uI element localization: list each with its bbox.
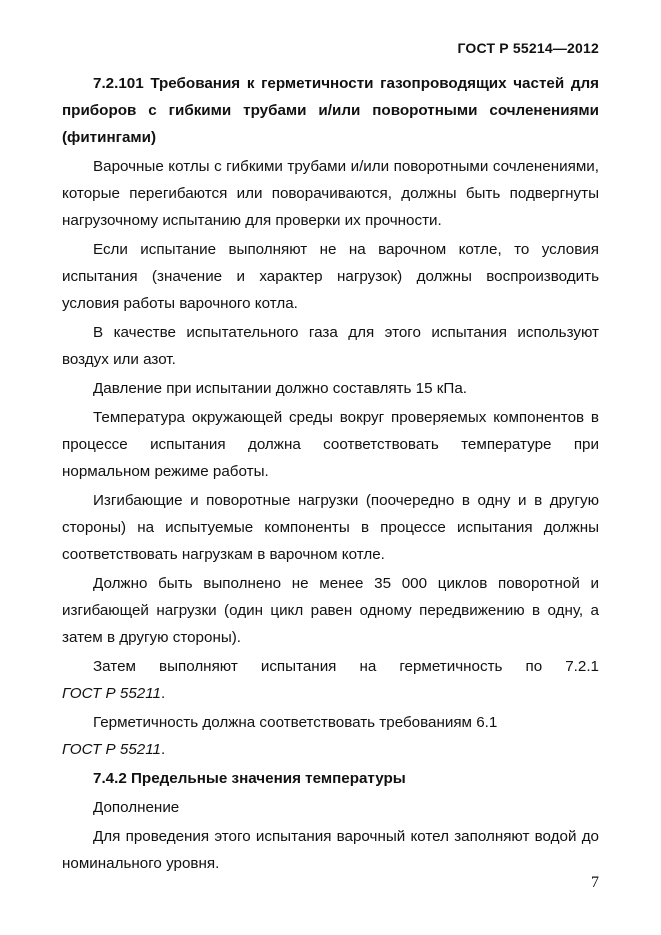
standard-reference: ГОСТ Р 55211 — [62, 685, 161, 702]
paragraph-ambient-temperature: Температура окружающей среды вокруг проверяемых компонентов в процессе испытания должна соответствовать температуре при нормальном режиме работы. — [62, 409, 599, 480]
reference-tail: . — [160, 741, 166, 758]
paragraph-load-cycles: Должно быть выполнено не менее 35 000 циклов поворотной и изгибающей нагрузки (один цикл равен одному передвижению в одну, а затем в другую стороны). — [62, 575, 599, 646]
page-number: 7 — [591, 874, 599, 891]
paragraph-tightness-requirements-ref — [62, 736, 599, 763]
paragraph-tightness-requirements-text: Герметичность должна соответствовать требованиям 6.1 — [93, 714, 498, 731]
paragraph-bending-loads: Изгибающие и поворотные нагрузки (поочередно в одну и в другую стороны) на испытуемые компоненты в процессе испытания должны соответствовать нагрузкам в варочном котле. — [62, 492, 599, 563]
document-header-id: ГОСТ Р 55214—2012 — [457, 40, 599, 56]
paragraph-test-conditions: Если испытание выполняют не на варочном котле, то условия испытания (значение и характер нагрузок) должны воспроизводить условия работы варочного котла. — [62, 241, 599, 312]
paragraph-flexible-pipes: Варочные котлы с гибкими трубами и/или поворотными сочленениями, которые перегибаются или поворачиваются, должны быть подвергнуты нагрузочному испытанию для проверки их прочности. — [62, 158, 599, 229]
section-heading-7-4-2: 7.4.2 Предельные значения температуры — [93, 770, 406, 787]
page-body — [62, 70, 599, 879]
standard-reference: ГОСТ Р 55211 — [62, 741, 161, 758]
reference-tail: . — [160, 685, 166, 702]
paragraph-test-gas: В качестве испытательного газа для этого испытания используют воздух или азот. — [62, 324, 599, 368]
paragraph-water-fill: Для проведения этого испытания варочный котел заполняют водой до номинального уровня. — [62, 828, 599, 872]
paragraph-tightness-test-ref — [62, 680, 599, 707]
paragraph-test-pressure: Давление при испытании должно составлять 15 кПа. — [93, 380, 468, 397]
addition-label: Дополнение — [93, 799, 180, 816]
paragraph-tightness-test-text: Затем выполняют испытания на герметичность по 7.2.1 — [93, 658, 599, 675]
section-heading-7-2-101: 7.2.101 Требования к герметичности газопроводящих частей для приборов с гибкими трубами и/или поворотными сочленениями (фитингами) — [62, 75, 599, 146]
